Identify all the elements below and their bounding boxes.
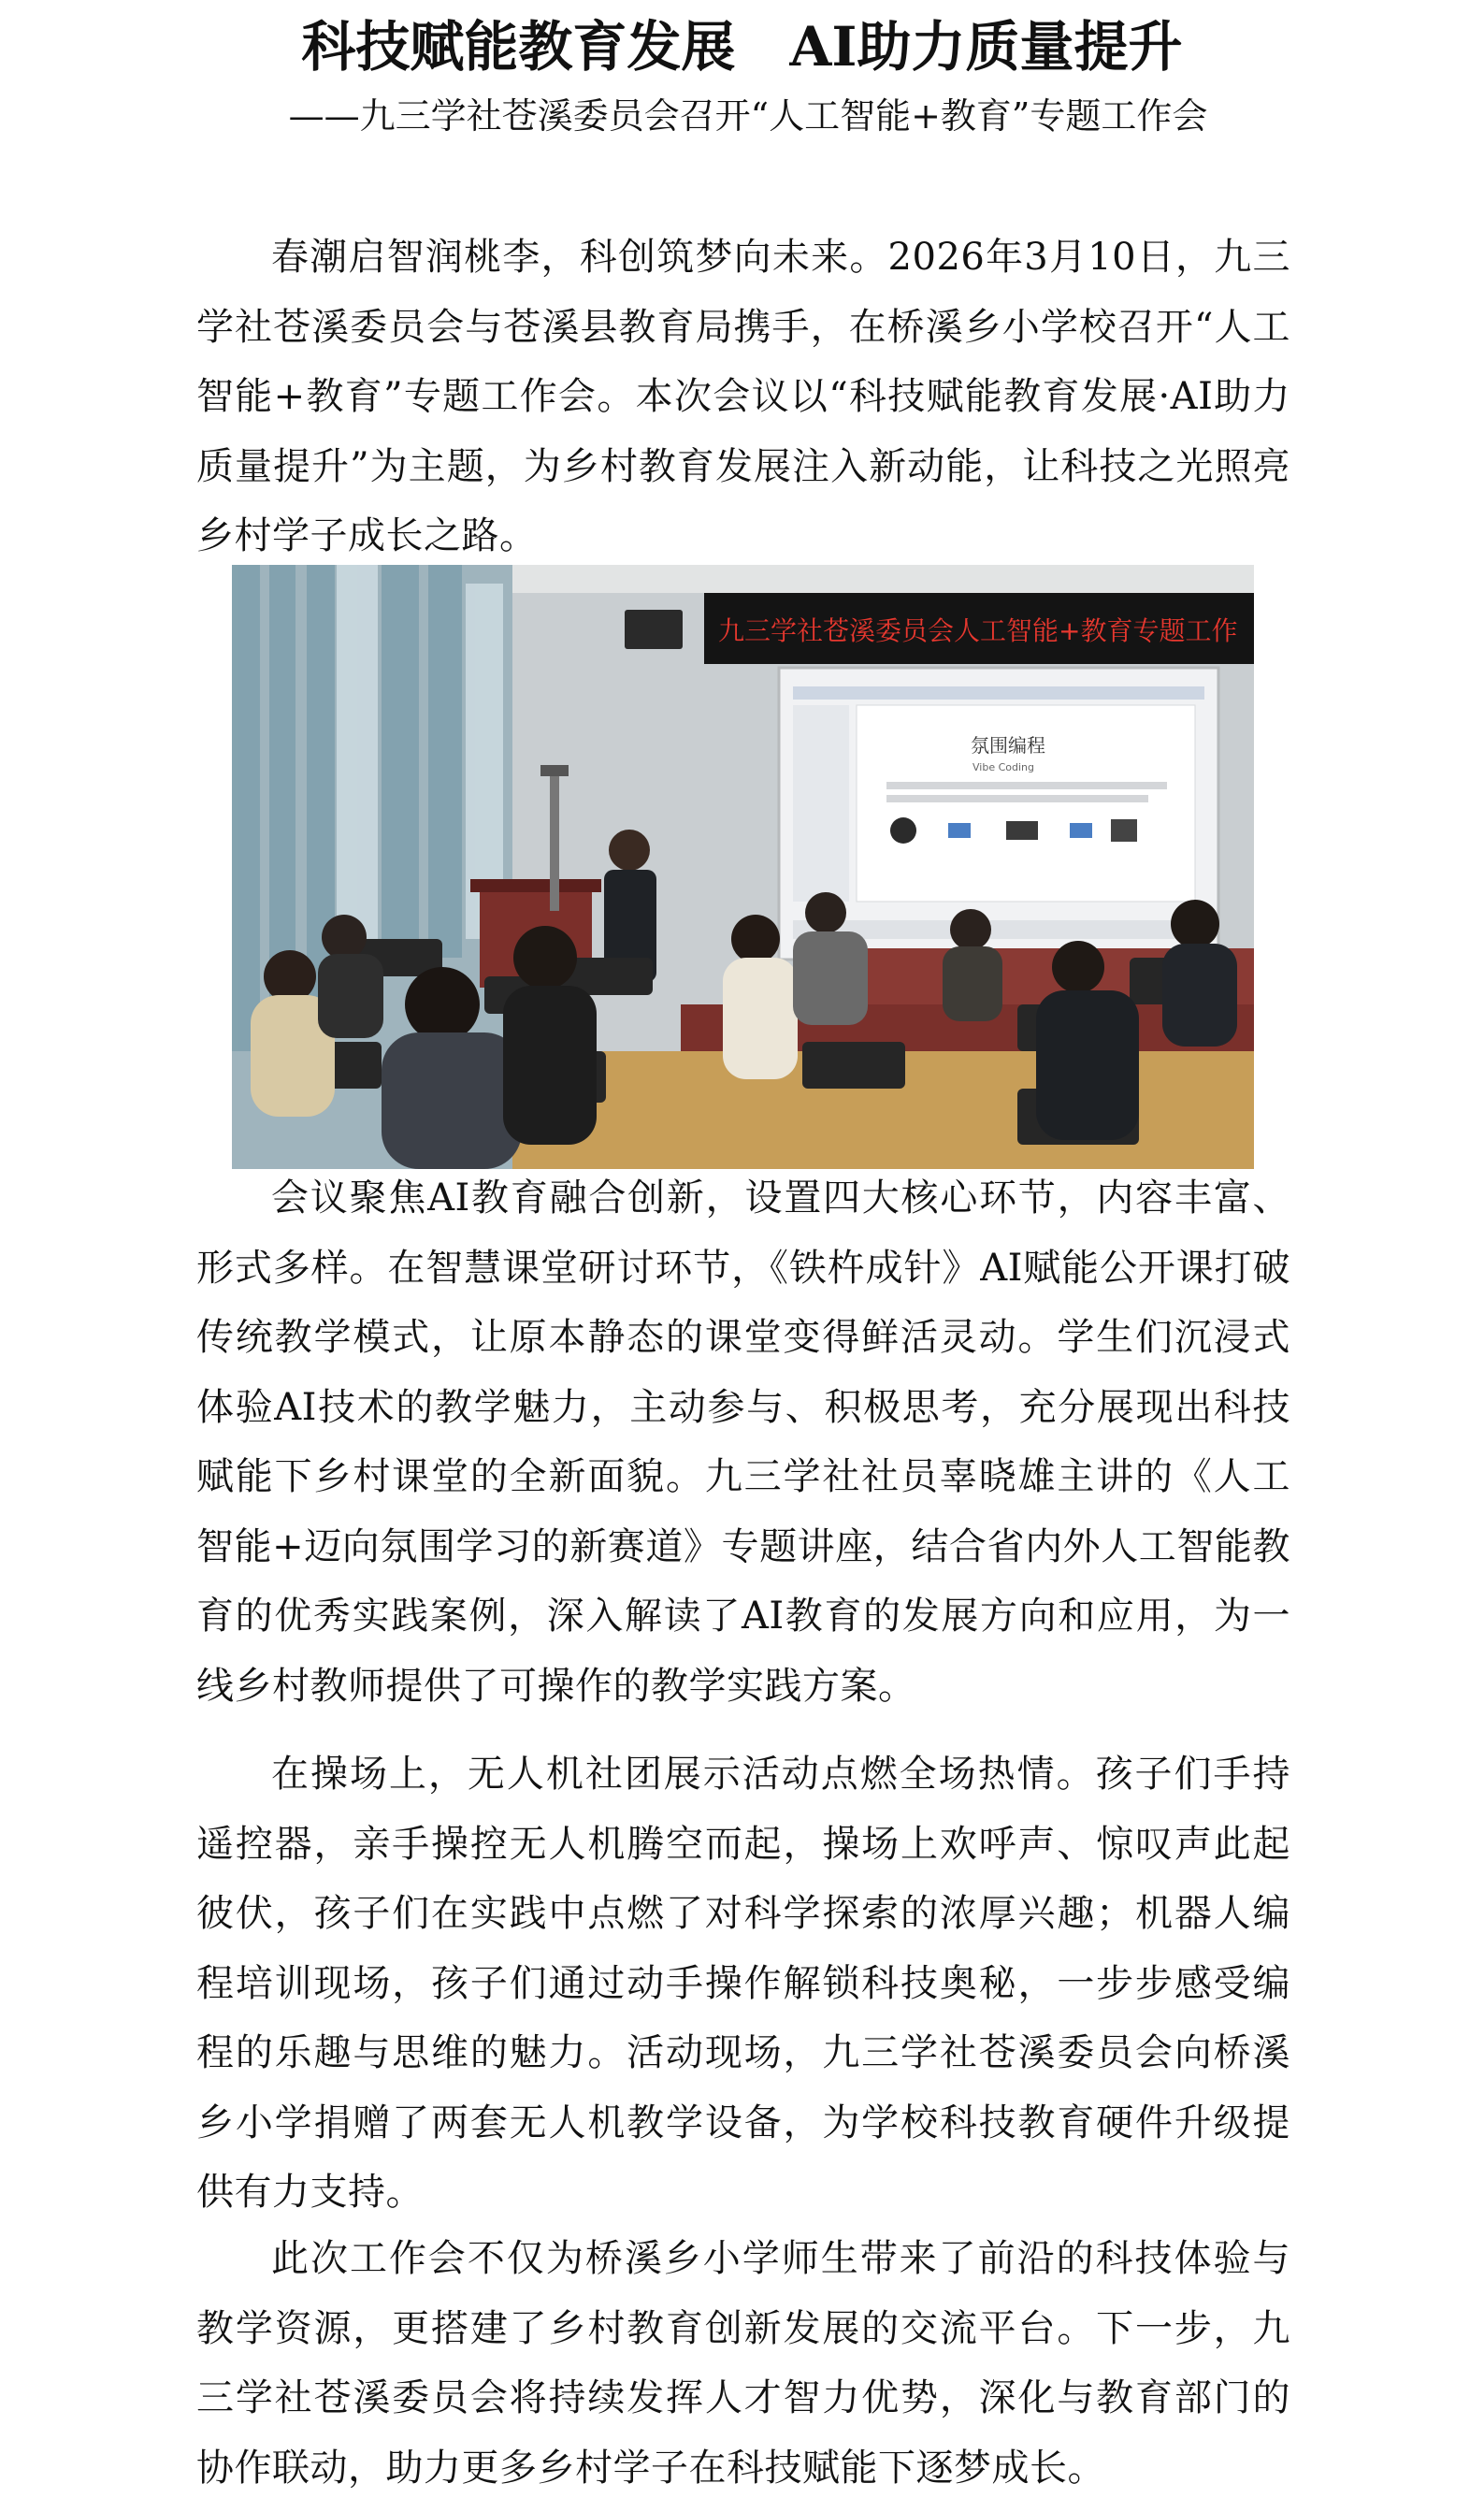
article-title: 科技赋能教育发展 AI助力质量提升 — [301, 15, 1183, 79]
meeting-photo-drawing — [232, 565, 1254, 1169]
paragraph-2: 会议聚焦AI教育融合创新，设置四大核心环节，内容丰富、形式多样。在智慧课堂研讨环节，《铁杵成针》AI赋能公开课打破传统教学模式，让原本静态的课堂变得鲜活灵动。学生们沉浸式体验AI技术的教学魅力，主动参与、积极思考，充分展现出科技赋能下乡村课堂的全新面貌。九三学社社员辜晓雄主讲的《人工智能+迈向氛围学习的新赛道》专题讲座，结合省内外人工智能教育的优秀实践案例，深入解读了AI教育的发展方向和应用，为一线乡村教师提供了可操作的教学实践方案。 — [196, 1177, 1290, 1708]
paragraph-4: 此次工作会不仅为桥溪乡小学师生带来了前沿的科技体验与教学资源，更搭建了乡村教育创新发展的交流平台。下一步，九三学社苍溪委员会将持续发挥人才智力优势，深化与教育部门的协作联动，助力更多乡村学子在科技赋能下逐梦成长。 — [196, 2237, 1290, 2490]
paragraph-3: 在操场上，无人机社团展示活动点燃全场热情。孩子们手持遥控器，亲手操控无人机腾空而起，操场上欢呼声、惊叹声此起彼伏，孩子们在实践中点燃了对科学探索的浓厚兴趣；机器人编程培训现场，孩子们通过动手操作解锁科技奥秘，一步步感受编程的乐趣与思维的魅力。活动现场，九三学社苍溪委员会向桥溪乡小学捐赠了两套无人机教学设备，为学校科技教育硬件升级提供有力支持。 — [196, 1753, 1290, 2214]
article-subtitle: ——九三学社苍溪委员会召开“人工智能+教育”专题工作会 — [288, 95, 1208, 137]
slide-subtitle: Vibe Coding — [973, 761, 1034, 773]
slide-title: 氛围编程 — [971, 734, 1045, 757]
meeting-photo — [232, 565, 1254, 1169]
paragraph-1: 春潮启智润桃李，科创筑梦向未来。2026年3月10日，九三学社苍溪委员会与苍溪县教育局携手，在桥溪乡小学校召开“人工智能+教育”专题工作会。本次会议以“科技赋能教育发展·AI助力质量提升”为主题，为乡村教育发展注入新动能，让科技之光照亮乡村学子成长之路。 — [196, 236, 1290, 557]
led-banner-text: 九三学社苍溪委员会人工智能+教育专题工作 — [718, 615, 1238, 646]
